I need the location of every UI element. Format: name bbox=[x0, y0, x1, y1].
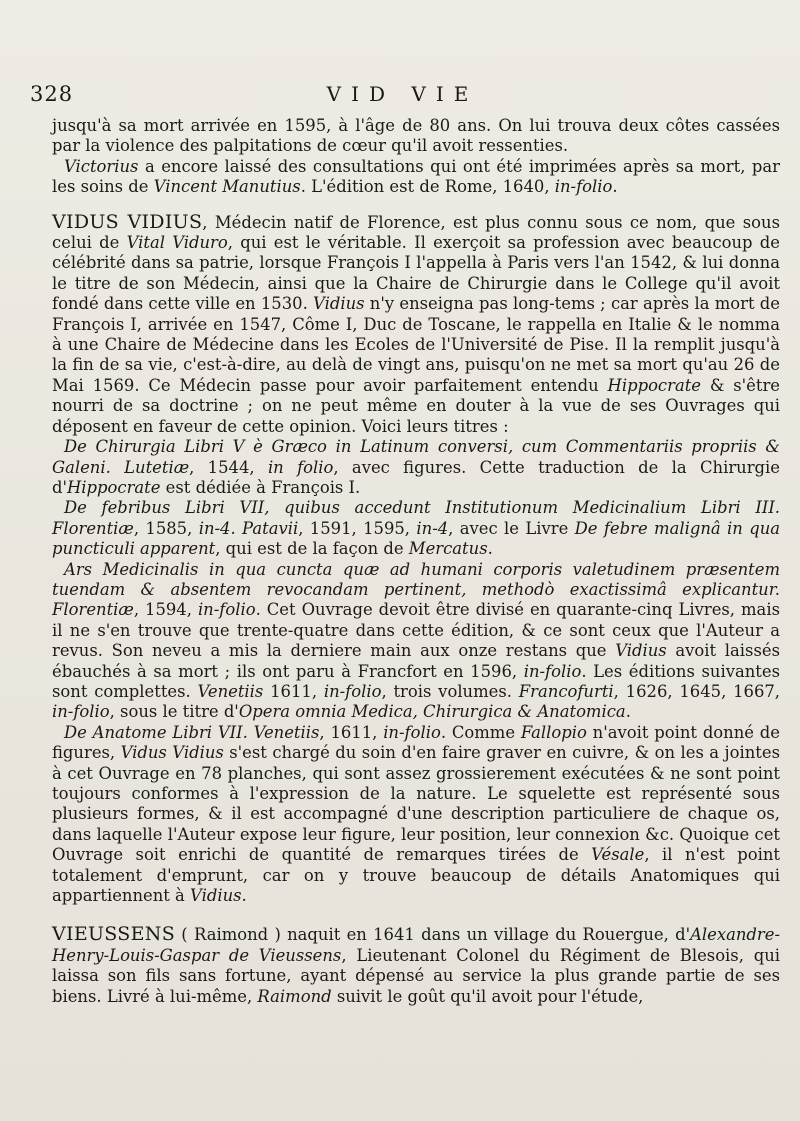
italic-text: Ars Medicinalis in qua cuncta quæ ad humani corporis valetudinem præsentem tuendam & absentem revocandam pertinent, methodò exactissimâ explicantur. Florentiæ bbox=[52, 559, 780, 620]
italic-text: in-folio bbox=[52, 702, 110, 722]
page-number: 328 bbox=[30, 82, 74, 106]
text-run: est dédiée à François I. bbox=[160, 477, 361, 497]
text-run: , 1585, bbox=[133, 518, 199, 538]
italic-text: Victorius bbox=[64, 156, 139, 176]
italic-text: De febre malignâ in qua puncticuli apparent bbox=[52, 518, 781, 559]
italic-text: Alexandre-Henry-Louis-Gaspar de Vieussens bbox=[52, 925, 780, 965]
text-run: , 1594, bbox=[133, 600, 198, 620]
text-run: , Lieutenant Colonel du Régiment de Blesois, qui laissa son fils sans fortune, ayant dépensé au service la plus grande partie de ses biens. Livré à lui-même, bbox=[52, 945, 780, 1006]
text-run: , avec le Livre bbox=[448, 518, 575, 538]
italic-text: in-folio bbox=[554, 177, 613, 197]
italic-text: in-folio bbox=[523, 661, 582, 681]
italic-text: Vidius bbox=[313, 294, 365, 314]
text-run: . Cet Ouvrage devoit être divisé en quarante-cinq Livres, mais il ne s'en trouve que trente-quatre dans cette édition, & ce sont ceux que l'Auteur a revus. Son neveu a mis la derniere main aux onze restans que bbox=[52, 600, 780, 661]
italic-text: Francofurti bbox=[518, 681, 614, 701]
text-run: ( Raimond ) naquit en 1641 dans un village du Rouergue, d' bbox=[175, 925, 691, 945]
paragraph bbox=[52, 560, 780, 723]
text-run: , qui est de la façon de bbox=[215, 539, 409, 559]
text-run: jusqu'à sa mort arrivée en 1595, à l'âge de 80 ans. On lui trouva deux côtes cassées par la violence des palpitations de cœur qu'il avoit ressenties. bbox=[52, 116, 780, 156]
text-run: a encore laissé des consultations qui ont été imprimées après sa mort, par les soins de bbox=[52, 156, 780, 197]
text-run: . bbox=[612, 177, 618, 197]
italic-text: Venetiis bbox=[197, 681, 264, 701]
italic-text: Raimond bbox=[257, 986, 332, 1006]
text-run: 1611, bbox=[263, 681, 324, 701]
italic-text: in-folio bbox=[323, 681, 382, 701]
text-run: , avec figures. Cette traduction de la Chirurgie d' bbox=[52, 457, 780, 497]
italic-text: Vésale bbox=[591, 845, 645, 865]
italic-text: Hippocrate bbox=[67, 477, 161, 497]
text-run: , il n'est point totalement d'emprunt, car on y trouve beaucoup de détails Anatomiques qui appartiennent à bbox=[52, 845, 780, 906]
body-text bbox=[52, 116, 780, 1007]
italic-text: Fallopio bbox=[520, 722, 587, 742]
paragraph bbox=[52, 723, 780, 907]
italic-text: Vincent Manutius bbox=[153, 177, 301, 197]
paragraph bbox=[52, 498, 780, 559]
text-run: . Comme bbox=[440, 722, 521, 742]
text-run: . bbox=[241, 886, 247, 906]
text-run: n'avoit point donné de figures, bbox=[52, 722, 780, 763]
italic-text: in-4. Patavii bbox=[198, 518, 299, 538]
text-run: n'y enseigna pas long-tems ; car après la mort de François I, arrivée en 1547, Côme I, Duc de Toscane, le rappella en Italie & le nomma à une Chaire de Médecine dans les Ecoles de l'Université de Pise. Il la remplit jusqu'à la fin de sa vie, c'est-à-dire, au delà de vingt ans, puisqu'on ne met sa mort qu'au 26 de Mai 1569. Ce Médecin passe pour avoir parfaitement entendu bbox=[52, 294, 780, 395]
italic-text: Hippocrate bbox=[607, 375, 702, 395]
text-run: . L'édition est de Rome, 1640, bbox=[300, 177, 555, 197]
text-run: , 1591, 1595, bbox=[298, 518, 417, 538]
italic-text: Vidius bbox=[190, 886, 242, 906]
italic-text: in folio bbox=[267, 457, 334, 477]
italic-text: Vital Viduro bbox=[126, 233, 228, 253]
italic-text: in-folio bbox=[383, 722, 441, 742]
italic-text: Vidus Vidius bbox=[120, 743, 224, 763]
running-title: VID VIE bbox=[326, 82, 479, 106]
text-run: , 1626, 1645, 1667, bbox=[613, 681, 781, 701]
italic-text: Vidius bbox=[615, 641, 667, 661]
text-run: , 1611, bbox=[319, 722, 384, 742]
italic-text: in-folio bbox=[197, 600, 256, 620]
text-run: . bbox=[487, 539, 493, 559]
text-run: . bbox=[625, 702, 631, 722]
paragraph bbox=[52, 116, 780, 157]
paragraph bbox=[52, 157, 780, 198]
text-run: avoit laissés ébauchés à sa mort ; ils ont paru à Francfort en 1596, bbox=[52, 641, 780, 681]
text-run: & s'être nourri de sa doctrine ; on ne peut même en douter à la vue de ses Ouvrages qui déposent en faveur de cette opinion. Voici leurs titres : bbox=[52, 375, 780, 436]
text-run: , Médecin natif de Florence, est plus connu sous ce nom, que sous celui de bbox=[52, 212, 780, 253]
text-run: , 1544, bbox=[189, 457, 268, 477]
italic-text: Mercatus bbox=[408, 539, 488, 559]
italic-text: De Anatome Libri VII. Venetiis bbox=[64, 722, 320, 742]
text-run: , sous le titre d' bbox=[109, 702, 239, 722]
text-run: . Les éditions suivantes sont complettes. bbox=[52, 661, 780, 701]
italic-text: De febribus Libri VII, quibus accedunt Institutionum Medicinalium Libri III. Florentiæ bbox=[52, 498, 780, 538]
text-run: s'est chargé du soin d'en faire graver en cuivre, & on les a jointes à cet Ouvrage en 78 planches, qui sont assez grossierement exécutées & ne sont point toujours conformes à l'expression de la nature. Le squelette est représenté sous plusieurs formes, & il est accompagné d'une description particuliere de chaque os, dans laquelle l'Auteur expose leur figure, leur position, leur connexion &c. Quoique cet Ouvrage soit enrichi de quantité de remarques tirées de bbox=[52, 743, 780, 865]
entry-headword: VIDUS VIDIUS bbox=[52, 210, 203, 233]
italic-text: De Chirurgia Libri V è Græco in Latinum conversi, cum Commentariis propriis & Galeni. Lutetiæ bbox=[52, 437, 780, 477]
text-run: , trois volumes. bbox=[381, 681, 519, 701]
italic-text: in-4 bbox=[416, 518, 449, 538]
paragraph bbox=[52, 437, 780, 498]
italic-text: Opera omnia Medica, Chirurgica & Anatomica bbox=[238, 702, 626, 722]
paragraph bbox=[52, 212, 780, 437]
text-run: suivit le goût qu'il avoit pour l'étude, bbox=[331, 986, 644, 1006]
text-run: , qui est le véritable. Il exerçoit sa profession avec beaucoup de célébrité dans sa patrie, lorsque François I l'appella à Paris vers l'an 1542, & lui donna le titre de son Médecin, ainsi que la Chaire de Chirurgie dans le College qu'il avoit fondé dans cette ville en 1530. bbox=[52, 233, 780, 314]
page-header bbox=[30, 82, 775, 112]
paragraph bbox=[52, 924, 780, 1007]
entry-headword: VIEUSSENS bbox=[52, 923, 176, 946]
